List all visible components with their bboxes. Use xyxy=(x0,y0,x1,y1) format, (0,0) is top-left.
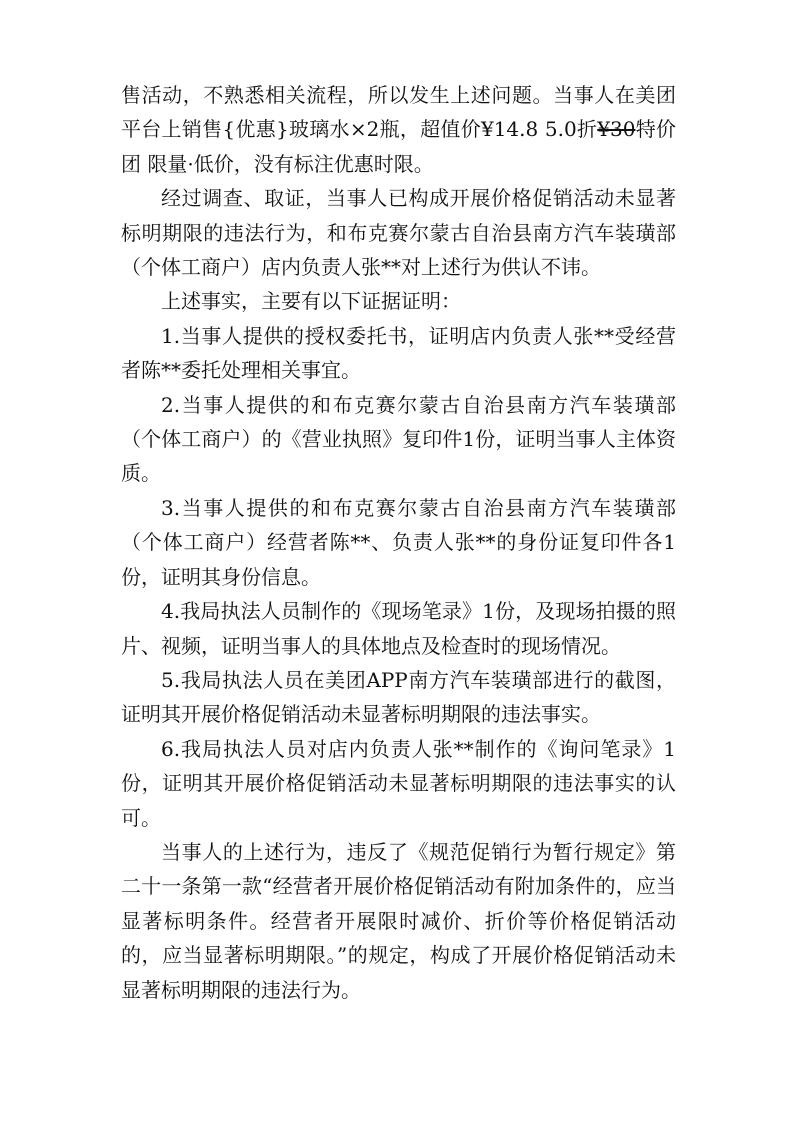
paragraph-text: 售活动，不熟悉相关流程，所以发生上述问题。当事人在美团平台上销售{优惠}玻璃水×2瓶，超值价¥14.8 5.0折 xyxy=(121,83,676,142)
evidence-item-6: 6.我局执法人员对店内负责人张**制作的《询问笔录》1份，证明其开展价格促销活动未显著标明期限的违法事实的认可。 xyxy=(121,736,676,830)
paragraph-violation: 当事人的上述行为，违反了《规范促销行为暂行规定》第二十一条第一款“经营者开展价格促销活动有附加条件的，应当显著标明条件。经营者开展限时减价、折价等价格促销活动的，应当显著标明期限。”的规定，构成了开展价格促销活动未显著标明期限的违法行为。 xyxy=(121,839,676,1002)
document-body xyxy=(121,78,676,1007)
evidence-item-3: 3.当事人提供的和布克赛尔蒙古自治县南方汽车装璜部（个体工商户）经营者陈**、负责人张**的身份证复印件各1份，证明其身份信息。 xyxy=(121,495,676,589)
paragraph-investigation: 经过调查、取证，当事人已构成开展价格促销活动未显著标明期限的违法行为，和布克赛尔蒙古自治县南方汽车装璜部（个体工商户）店内负责人张**对上述行为供认不讳。 xyxy=(121,186,676,280)
evidence-item-1: 1.当事人提供的授权委托书，证明店内负责人张**受经营者陈**委托处理相关事宜。 xyxy=(121,323,676,383)
paragraph-evidence-intro: 上述事实，主要有以下证据证明： xyxy=(161,289,461,314)
evidence-item-5: 5.我局执法人员在美团APP南方汽车装璜部进行的截图，证明其开展价格促销活动未显著标明期限的违法事实。 xyxy=(121,667,676,727)
evidence-item-2: 2.当事人提供的和布克赛尔蒙古自治县南方汽车装璜部（个体工商户）的《营业执照》复印件1份，证明当事人主体资质。 xyxy=(121,392,676,486)
paragraph-text: 特价团 限量·低价，没有标注优惠时限。 xyxy=(121,117,676,176)
paragraph-continuation xyxy=(121,78,676,181)
evidence-item-4: 4.我局执法人员制作的《现场笔录》1份，及现场拍摄的照片、视频，证明当事人的具体地点及检查时的现场情况。 xyxy=(121,599,676,658)
struck-price: ¥30 xyxy=(597,117,636,142)
